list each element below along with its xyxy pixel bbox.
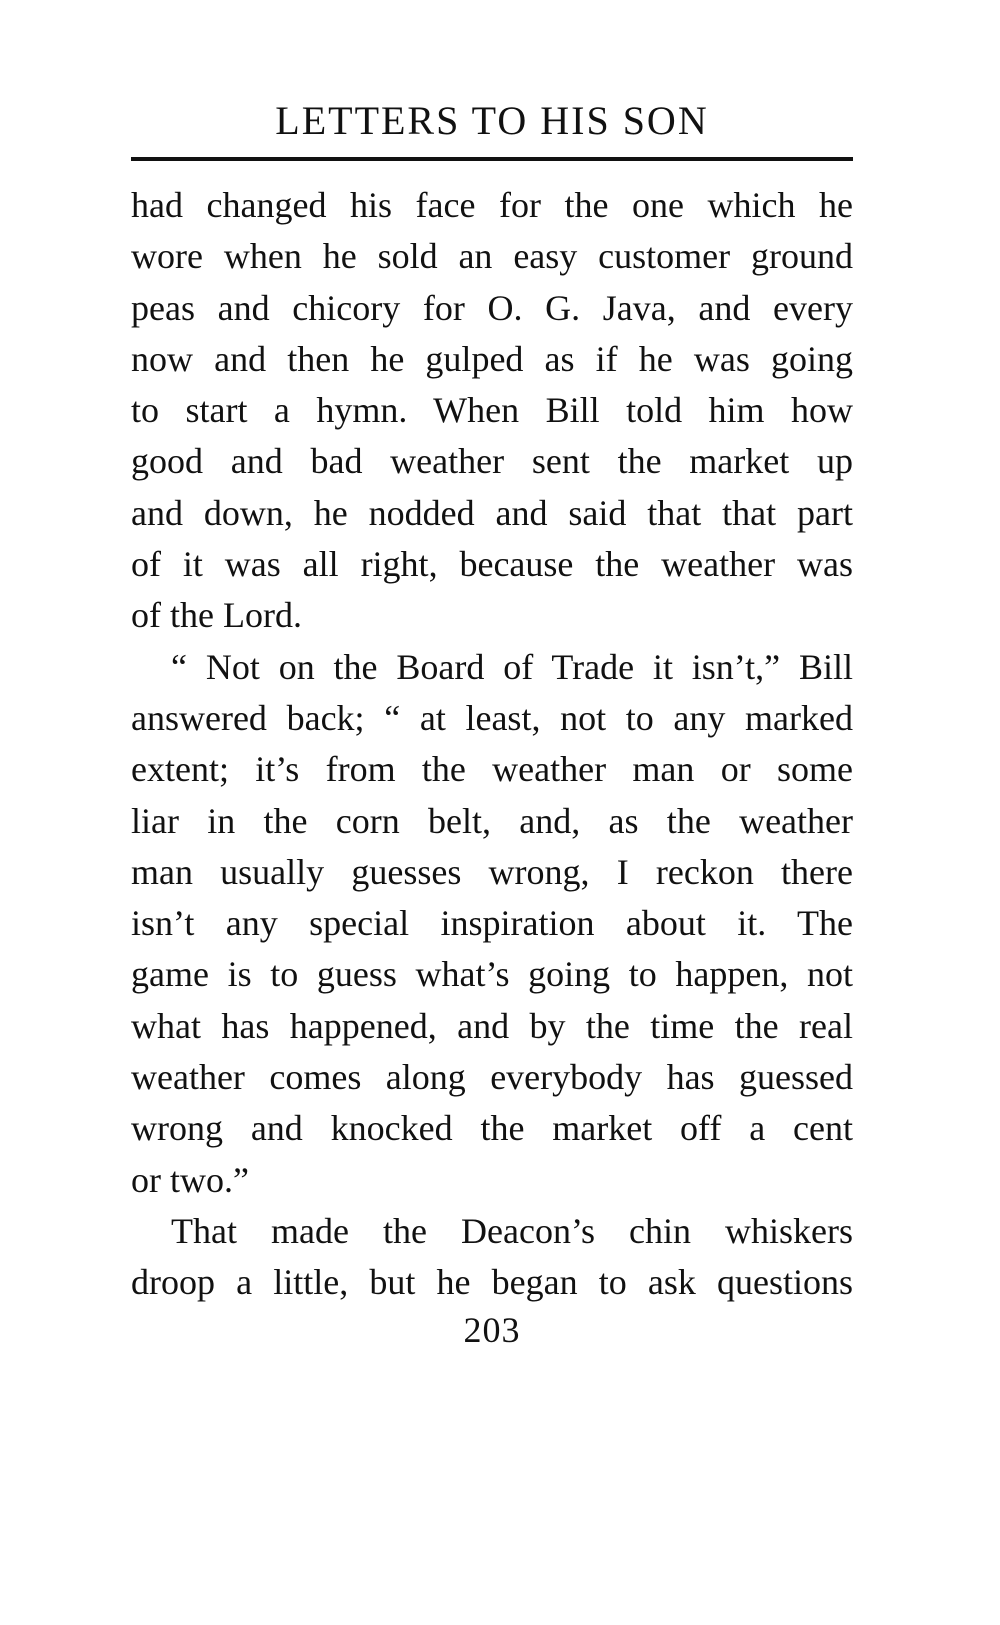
text-line: droop a little, but he began to ask questions — [131, 1262, 853, 1303]
text-line: peas and chicory for O. G. Java, and every — [131, 287, 853, 328]
text-line: now and then he gulped as if he was going — [131, 338, 853, 379]
page-number: 203 — [463, 1310, 521, 1350]
paragraph — [131, 1206, 853, 1309]
header-rule — [131, 157, 853, 161]
text-line: extent; it’s from the weather man or some — [131, 749, 853, 790]
text-line: answered back; “ at least, not to any marked — [131, 697, 853, 738]
text-line: isn’t any special inspiration about it. The — [131, 903, 853, 944]
paragraph — [131, 642, 853, 1206]
text-line: of the Lord. — [131, 595, 302, 636]
text-line: game is to guess what’s going to happen, not — [131, 954, 853, 995]
running-head: LETTERS TO HIS SON — [275, 98, 709, 143]
text-line: That made the Deacon’s chin whiskers — [171, 1210, 853, 1251]
text-line: wore when he sold an easy customer ground — [131, 236, 853, 277]
text-line: what has happened, and by the time the real — [131, 1005, 853, 1046]
text-line: of it was all right, because the weather was — [131, 544, 853, 585]
text-line: liar in the corn belt, and, as the weather — [131, 800, 853, 841]
text-line: had changed his face for the one which he — [131, 185, 853, 225]
text-line: to start a hymn. When Bill told him how — [131, 390, 853, 431]
body-text — [131, 180, 853, 1309]
text-line: wrong and knocked the market off a cent — [131, 1108, 853, 1149]
text-line: “ Not on the Board of Trade it isn’t,” Bill — [171, 646, 853, 687]
text-line: good and bad weather sent the market up — [131, 441, 853, 482]
paragraph — [131, 180, 853, 642]
text-line: man usually guesses wrong, I reckon there — [131, 851, 853, 892]
text-line: weather comes along everybody has guessed — [131, 1057, 853, 1098]
text-line: and down, he nodded and said that that part — [131, 492, 853, 533]
text-line: or two.” — [131, 1159, 249, 1200]
